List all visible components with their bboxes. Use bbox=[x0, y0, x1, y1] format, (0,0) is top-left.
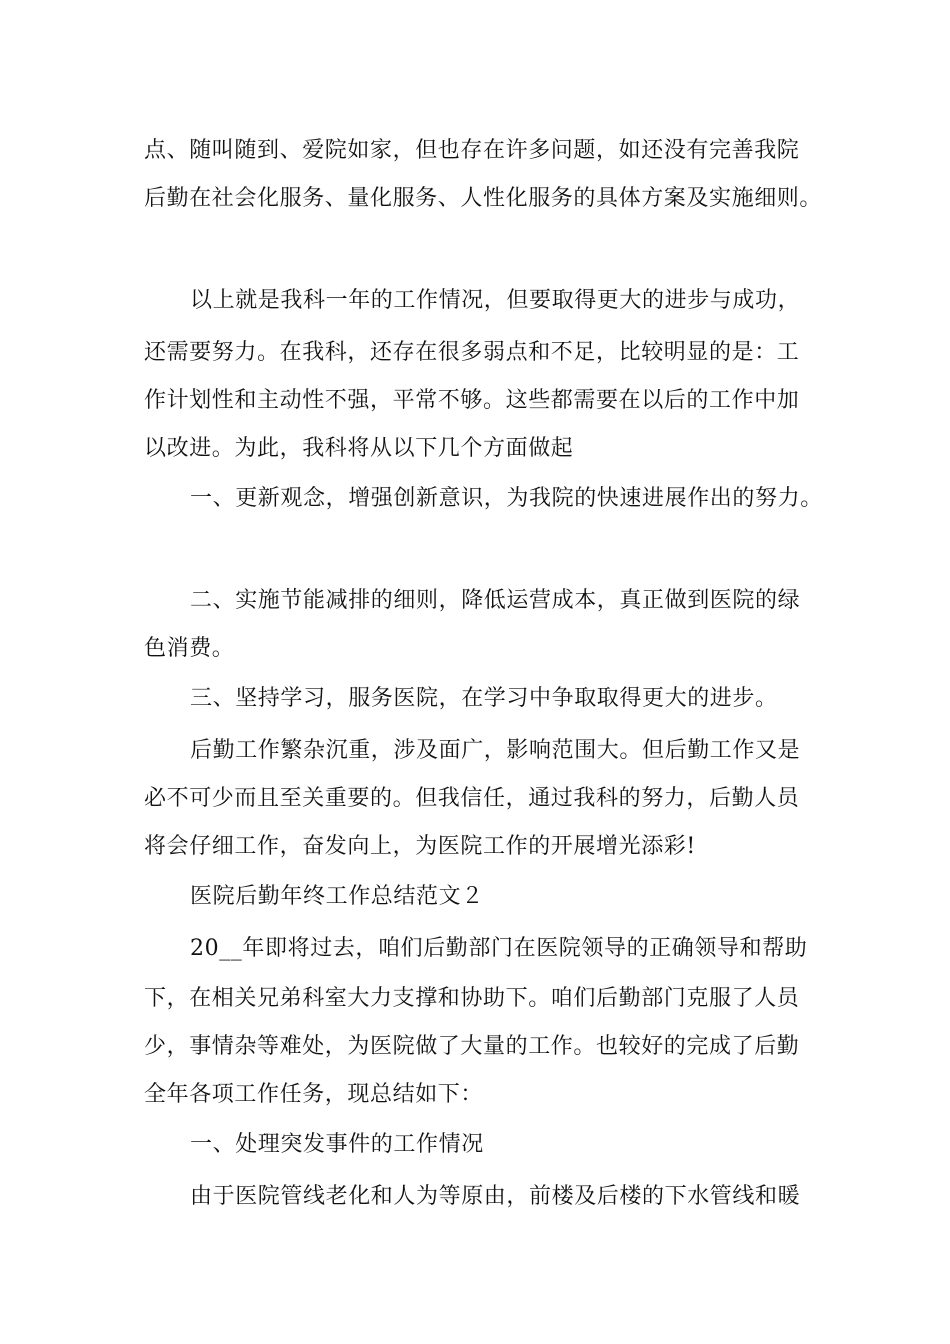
text-line-1: 点、随叫随到、爱院如家，但也存在许多问题，如还没有完善我院 bbox=[144, 138, 800, 163]
text-line-4: 还需要努力。在我科，还存在很多弱点和不足，比较明显的是：工 bbox=[144, 340, 800, 365]
text-line-3: 以上就是我科一年的工作情况，但要取得更大的进步与成功， bbox=[190, 288, 801, 313]
text-line-5: 作计划性和主动性不强，平常不够。这些都需要在以后的工作中加 bbox=[144, 388, 800, 413]
text-line-16: 下，在相关兄弟科室大力支撑和协助下。咱们后勤部门克服了人员 bbox=[144, 986, 800, 1011]
text-line-19: 一、处理突发事件的工作情况 bbox=[190, 1132, 484, 1157]
text-line-20: 由于医院管线老化和人为等原由，前楼及后楼的下水管线和暖 bbox=[190, 1184, 801, 1209]
text-line-8: 二、实施节能减排的细则，降低运营成本，真正做到医院的绿 bbox=[190, 588, 801, 613]
text-line-12: 必不可少而且至关重要的。但我信任，通过我科的努力，后勤人员 bbox=[144, 786, 800, 811]
text-line-17: 少，事情杂等难处，为医院做了大量的工作。也较好的完成了后勤 bbox=[144, 1034, 800, 1059]
text-line-11: 后勤工作繁杂沉重，涉及面广，影响范围大。但后勤工作又是 bbox=[190, 738, 801, 763]
section-heading: 医院后勤年终工作总结范文２ bbox=[190, 884, 484, 909]
text-line-6: 以改进。为此，我科将从以下几个方面做起 bbox=[144, 436, 574, 461]
text-line-18: 全年各项工作任务，现总结如下： bbox=[144, 1082, 484, 1107]
text-line-10: 三、坚持学习，服务医院，在学习中争取取得更大的进步。 bbox=[190, 686, 778, 711]
text-line-13: 将会仔细工作，奋发向上，为医院工作的开展增光添彩! bbox=[144, 834, 696, 859]
text-line-2: 后勤在社会化服务、量化服务、人性化服务的具体方案及实施细则。 bbox=[144, 186, 823, 211]
text-line-7: 一、更新观念，增强创新意识，为我院的快速进展作出的努力。 bbox=[190, 486, 823, 511]
text-line-9: 色消费。 bbox=[144, 636, 235, 661]
text-line-15: 20__年即将过去，咱们后勤部门在医院领导的正确领导和帮助 bbox=[190, 936, 808, 961]
